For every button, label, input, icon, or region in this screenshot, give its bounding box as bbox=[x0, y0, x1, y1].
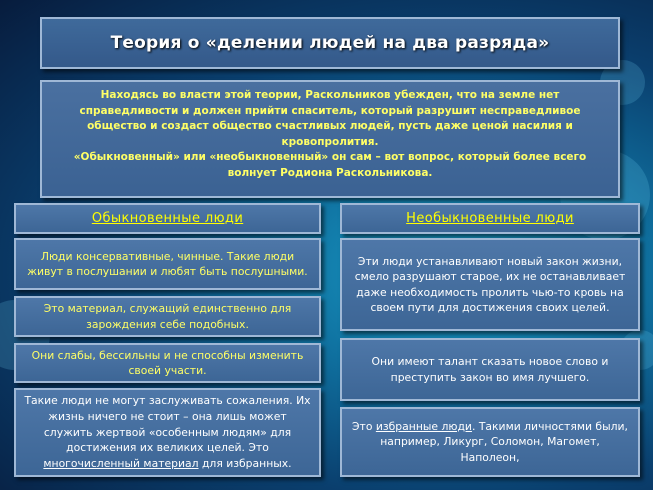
ordinary-cell-1-text: Люди консервативные, чинные. Такие люди живут в послушании и любят быть послушными. bbox=[27, 249, 308, 278]
ordinary-cell-4 bbox=[14, 388, 321, 477]
ordinary-people-header-label: Обыкновенные люди bbox=[91, 211, 244, 226]
extraordinary-cell-1 bbox=[340, 238, 640, 331]
slide-title: Теория о «делении людей на два разряда» bbox=[110, 33, 550, 53]
ordinary-people-header bbox=[14, 203, 321, 234]
extraordinary-cell-3-underlined: избранные люди bbox=[375, 419, 472, 433]
extraordinary-cell-3-pre: Это bbox=[352, 419, 373, 433]
extraordinary-people-header bbox=[340, 203, 640, 234]
ordinary-cell-3-text: Они слабы, бессильны и не способны изменить своей участи. bbox=[31, 348, 304, 377]
ordinary-cell-4-text bbox=[24, 393, 311, 472]
ordinary-cell-4-tail: для избранных. bbox=[201, 457, 292, 471]
ordinary-cell-3 bbox=[14, 343, 321, 383]
extraordinary-cell-2-text: Они имеют талант сказать новое слово и преступить закон во имя лучшего. bbox=[371, 355, 609, 384]
intro-text: Находясь во власти этой теории, Раскольников убежден, что на земле нет справедливости и должен прийти спаситель, который разрушит несправедливое общество и создаст общество счастливых людей, пусть даже ценой насилия и кровопролития. bbox=[79, 89, 581, 148]
extraordinary-cell-3-text bbox=[350, 419, 630, 466]
extraordinary-cell-3-tail: . Такими личностями были, например, Ликург, Соломон, Магомет, Наполеон, bbox=[380, 419, 628, 464]
slide-title-box bbox=[40, 17, 620, 69]
ordinary-cell-2 bbox=[14, 296, 321, 337]
extraordinary-cell-2 bbox=[340, 338, 640, 401]
ordinary-cell-4-main: Такие люди не могут заслуживать сожаления. Их жизнь ничего не стоит – она лишь может служить жертвой «особенным людям» для достижения их великих целей. Это bbox=[24, 394, 311, 455]
ordinary-cell-4-underlined: многочисленный материал bbox=[43, 457, 199, 471]
intro-question: «Обыкновенный» или «необыкновенный» он сам – вот вопрос, который более всего волнует Родиона Раскольникова. bbox=[73, 151, 587, 179]
extraordinary-cell-3 bbox=[340, 407, 640, 477]
extraordinary-people-header-label: Необыкновенные люди bbox=[406, 211, 574, 226]
extraordinary-cell-1-text: Эти люди устанавливают новый закон жизни, смело разрушают старое, их не останавливает даже необходимость пролить чью-то кровь на своем пути для достижения своих целей. bbox=[354, 254, 626, 314]
intro-box bbox=[40, 80, 620, 198]
ordinary-cell-2-text: Это материал, служащий единственно для зарождения себе подобных. bbox=[43, 302, 292, 331]
ordinary-cell-1 bbox=[14, 238, 321, 290]
